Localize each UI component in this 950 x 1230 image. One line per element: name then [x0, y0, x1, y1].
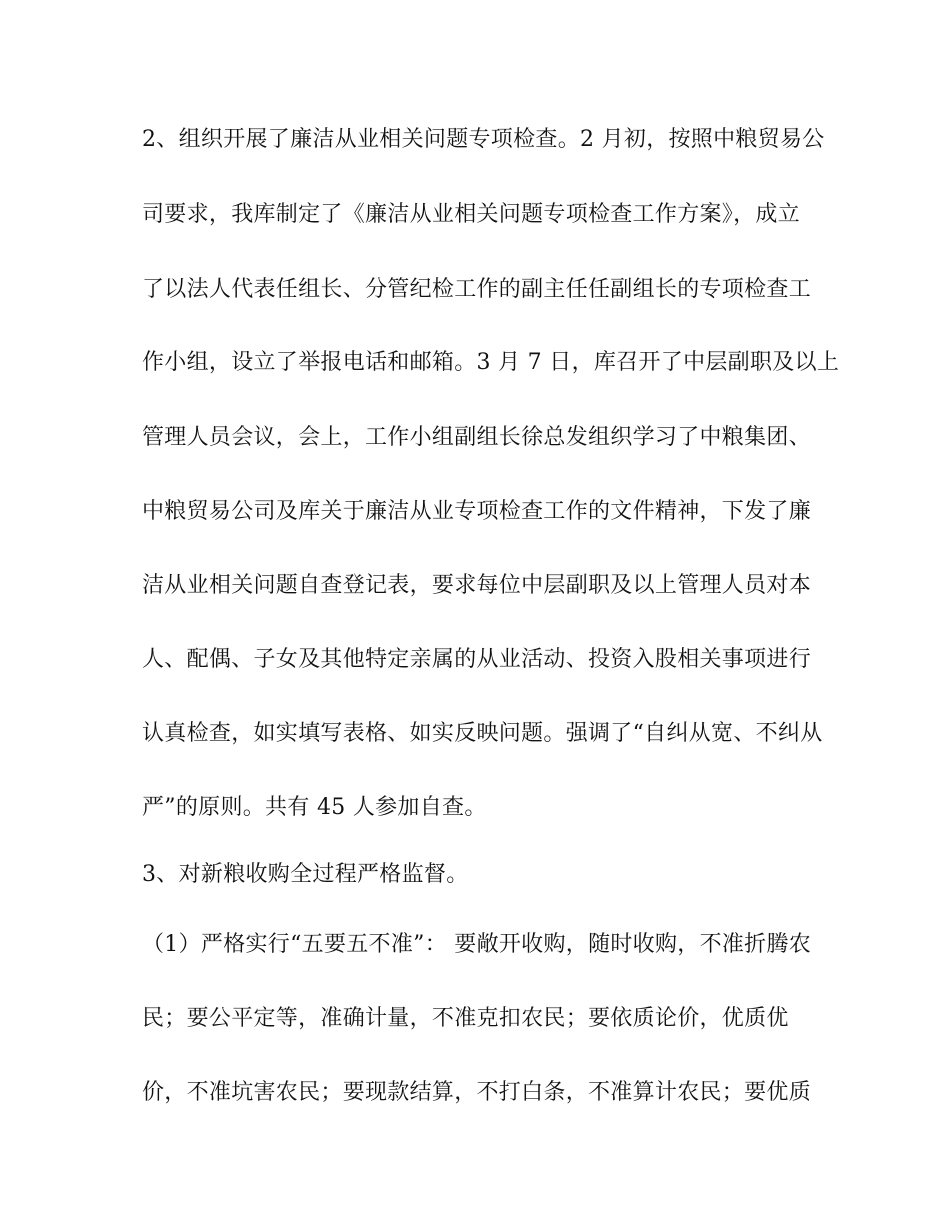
paragraph-line: 认真检查，如实填写表格、如实反映问题。强调了“自纠从宽、不纠从 [142, 721, 823, 746]
paragraph-line: 人、配偶、子女及其他特定亲属的从业活动、投资入股相关事项进行 [142, 647, 812, 672]
paragraph-line: 了以法人代表任组长、分管纪检工作的副主任任副组长的专项检查工 [142, 277, 812, 302]
paragraph-line: （1）严格实行“五要五不准”： 要敞开收购，随时收购，不准折腾农 [142, 932, 812, 957]
section-heading: 3、对新粮收购全过程严格监督。 [142, 862, 469, 887]
paragraph-line: 价，不准坑害农民；要现款结算，不打白条，不准算计农民；要优质 [142, 1080, 812, 1105]
paragraph-line: 作小组，设立了举报电话和邮箱。3 月 7 日，库召开了中层副职及以上 [142, 350, 840, 375]
paragraph-line: 2、组织开展了廉洁从业相关问题专项检查。2 月初，按照中粮贸易公 [142, 127, 825, 152]
paragraph-line: 司要求，我库制定了《廉洁从业相关问题专项检查工作方案》，成立 [142, 202, 801, 227]
paragraph-line: 中粮贸易公司及库关于廉洁从业专项检查工作的文件精神，下发了廉 [142, 499, 812, 524]
paragraph-line: 严”的原则。共有 45 人参加自查。 [142, 795, 487, 820]
paragraph-line: 民；要公平定等，准确计量，不准克扣农民；要依质论价，优质优 [142, 1006, 789, 1031]
paragraph-line: 管理人员会议，会上，工作小组副组长徐总发组织学习了中粮集团、 [142, 425, 812, 450]
paragraph-line: 洁从业相关问题自查登记表，要求每位中层副职及以上管理人员对本 [142, 573, 812, 598]
